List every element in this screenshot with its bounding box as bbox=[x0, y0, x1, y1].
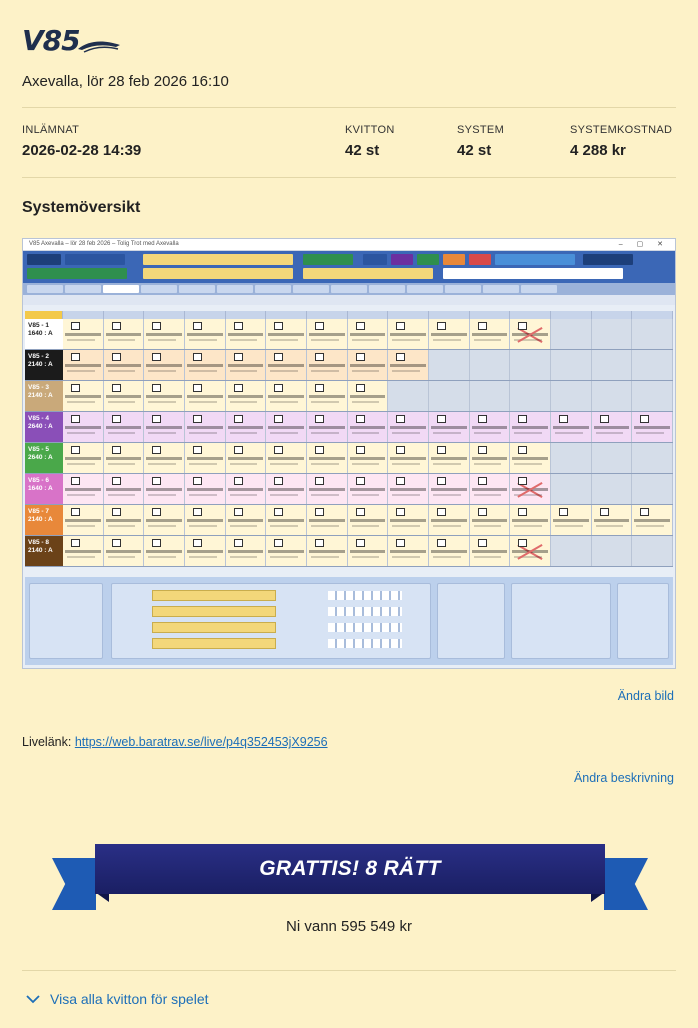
grid-cell bbox=[104, 412, 145, 442]
grid-cell bbox=[266, 381, 307, 411]
grid-cell bbox=[592, 381, 633, 411]
grid-cell bbox=[63, 412, 104, 442]
grid-cell bbox=[144, 443, 185, 473]
grid-cell bbox=[429, 381, 470, 411]
grid-cell bbox=[185, 474, 226, 504]
grid-cell bbox=[470, 412, 511, 442]
grid-cell bbox=[307, 350, 348, 380]
grid-cell bbox=[226, 381, 267, 411]
receipts-value: 42 st bbox=[345, 142, 380, 159]
grid-cell bbox=[551, 381, 592, 411]
grid-cell bbox=[266, 443, 307, 473]
grid-cell bbox=[307, 474, 348, 504]
grid-leg-row bbox=[25, 474, 673, 505]
grid-cell bbox=[348, 536, 389, 566]
grid-cell bbox=[348, 443, 389, 473]
grid-cell bbox=[144, 536, 185, 566]
grid-cell bbox=[226, 443, 267, 473]
leg-label: V85 - 6 1640 : A bbox=[25, 474, 63, 504]
grid-cell bbox=[144, 505, 185, 535]
grid-cell bbox=[551, 505, 592, 535]
screenshot-bottom-panel bbox=[25, 577, 673, 665]
grid-cell bbox=[632, 319, 673, 349]
cost-value: 4 288 kr bbox=[570, 142, 626, 159]
grid-cell bbox=[307, 412, 348, 442]
grid-cell bbox=[104, 350, 145, 380]
grid-cell bbox=[388, 536, 429, 566]
grid-cell bbox=[104, 381, 145, 411]
grid-cell bbox=[592, 536, 633, 566]
grid-leg-row bbox=[25, 319, 673, 350]
grid-cell bbox=[307, 505, 348, 535]
grid-cell bbox=[266, 474, 307, 504]
grid-cell bbox=[185, 536, 226, 566]
leg-label: V85 - 7 2140 : A bbox=[25, 505, 63, 535]
grid-cell bbox=[592, 350, 633, 380]
grid-leg-row bbox=[25, 412, 673, 443]
grid-cell bbox=[592, 505, 633, 535]
screenshot-window-title: V85 Axevalla – lör 28 feb 2026 – Tolig Trot med Axevalla bbox=[29, 241, 179, 247]
grid-cell bbox=[429, 505, 470, 535]
window-controls: – ▢ ✕ bbox=[618, 241, 669, 248]
grid-cell bbox=[144, 474, 185, 504]
grid-cell bbox=[63, 319, 104, 349]
grid-leg-row bbox=[25, 381, 673, 412]
grid-cell bbox=[632, 412, 673, 442]
grid-cell bbox=[551, 412, 592, 442]
grid-cell bbox=[429, 319, 470, 349]
systems-label: SYSTEM bbox=[457, 124, 505, 136]
grid-cell bbox=[63, 443, 104, 473]
grid-cell bbox=[388, 412, 429, 442]
grid-leg-row bbox=[25, 505, 673, 536]
race-title: Axevalla, lör 28 feb 2026 16:10 bbox=[22, 73, 229, 90]
result-banner bbox=[55, 836, 645, 916]
system-grid bbox=[25, 311, 673, 569]
cost-label: SYSTEMKOSTNAD bbox=[570, 124, 673, 136]
live-link-label: Livelänk: bbox=[22, 735, 72, 749]
grid-cell bbox=[348, 412, 389, 442]
grid-cell bbox=[429, 412, 470, 442]
grid-cell bbox=[592, 443, 633, 473]
grid-cell bbox=[510, 474, 551, 504]
live-link-row bbox=[22, 735, 328, 749]
grid-cell bbox=[104, 505, 145, 535]
grid-cell bbox=[551, 443, 592, 473]
screenshot-toolbar bbox=[23, 251, 675, 283]
banner-text: GRATTIS! 8 RÄTT bbox=[259, 857, 441, 880]
grid-cell bbox=[429, 536, 470, 566]
win-amount: Ni vann 595 549 kr bbox=[286, 918, 412, 935]
grid-cell bbox=[470, 474, 511, 504]
v85-logo bbox=[22, 20, 122, 60]
grid-cell bbox=[144, 350, 185, 380]
leg-label: V85 - 1 1640 : A bbox=[25, 319, 63, 349]
screenshot-titlebar bbox=[23, 239, 675, 251]
grid-leg-row bbox=[25, 536, 673, 567]
live-link[interactable]: https://web.baratrav.se/live/p4q352453jX9256 bbox=[74, 735, 328, 749]
grid-cell bbox=[144, 381, 185, 411]
grid-cell bbox=[63, 474, 104, 504]
grid-cell bbox=[470, 350, 511, 380]
submitted-label: INLÄMNAT bbox=[22, 124, 80, 136]
grid-cell bbox=[185, 505, 226, 535]
grid-cell bbox=[470, 505, 511, 535]
horse-icon bbox=[76, 35, 122, 53]
grid-cell bbox=[510, 350, 551, 380]
leg-label: V85 - 4 2640 : A bbox=[25, 412, 63, 442]
grid-cell bbox=[144, 319, 185, 349]
grid-leg-row bbox=[25, 443, 673, 474]
leg-label: V85 - 5 2640 : A bbox=[25, 443, 63, 473]
receipts-label: KVITTON bbox=[345, 124, 395, 136]
grid-cell bbox=[266, 505, 307, 535]
grid-cell bbox=[632, 474, 673, 504]
grid-cell bbox=[144, 412, 185, 442]
grid-cell bbox=[470, 443, 511, 473]
grid-cell bbox=[185, 319, 226, 349]
divider bbox=[22, 177, 676, 178]
grid-cell bbox=[388, 381, 429, 411]
grid-cell bbox=[307, 443, 348, 473]
grid-cell bbox=[592, 319, 633, 349]
grid-cell bbox=[632, 505, 673, 535]
grid-cell bbox=[510, 536, 551, 566]
grid-cell bbox=[470, 381, 511, 411]
grid-cell bbox=[551, 319, 592, 349]
grid-cell bbox=[63, 381, 104, 411]
grid-cell bbox=[551, 350, 592, 380]
leg-label: V85 - 2 2140 : A bbox=[25, 350, 63, 380]
grid-cell bbox=[388, 474, 429, 504]
grid-cell bbox=[104, 443, 145, 473]
grid-cell bbox=[63, 536, 104, 566]
grid-cell bbox=[185, 381, 226, 411]
grid-cell bbox=[185, 412, 226, 442]
leg-label: V85 - 3 2140 : A bbox=[25, 381, 63, 411]
grid-cell bbox=[388, 319, 429, 349]
grid-cell bbox=[266, 536, 307, 566]
grid-cell bbox=[226, 350, 267, 380]
leg-label: V85 - 8 2140 : A bbox=[25, 536, 63, 566]
grid-cell bbox=[104, 319, 145, 349]
grid-cell bbox=[470, 319, 511, 349]
submitted-value: 2026-02-28 14:39 bbox=[22, 142, 142, 159]
grid-cell bbox=[226, 505, 267, 535]
grid-cell bbox=[510, 381, 551, 411]
grid-cell bbox=[63, 505, 104, 535]
grid-cell bbox=[429, 474, 470, 504]
grid-cell bbox=[348, 474, 389, 504]
divider bbox=[22, 107, 676, 108]
overview-title: Systemöversikt bbox=[22, 199, 141, 216]
change-image-link[interactable]: Ändra bild bbox=[617, 689, 674, 703]
grid-cell bbox=[63, 350, 104, 380]
grid-cell bbox=[592, 474, 633, 504]
grid-cell bbox=[510, 505, 551, 535]
grid-cell bbox=[226, 474, 267, 504]
chevron-down-icon bbox=[26, 994, 40, 1004]
logo-text: V85 bbox=[22, 23, 80, 57]
grid-cell bbox=[632, 443, 673, 473]
screenshot-tabs bbox=[23, 283, 675, 295]
change-description-link[interactable]: Ändra beskrivning bbox=[573, 771, 674, 785]
grid-cell bbox=[510, 443, 551, 473]
grid-cell bbox=[388, 443, 429, 473]
grid-cell bbox=[551, 474, 592, 504]
grid-cell bbox=[632, 536, 673, 566]
grid-cell bbox=[388, 505, 429, 535]
grid-cell bbox=[470, 536, 511, 566]
grid-cell bbox=[348, 350, 389, 380]
grid-cell bbox=[551, 536, 592, 566]
grid-cell bbox=[429, 443, 470, 473]
grid-cell bbox=[307, 381, 348, 411]
grid-cell bbox=[632, 381, 673, 411]
grid-cell bbox=[104, 474, 145, 504]
grid-cell bbox=[429, 350, 470, 380]
grid-cell bbox=[226, 536, 267, 566]
grid-cell bbox=[348, 381, 389, 411]
divider bbox=[22, 970, 676, 971]
grid-cell bbox=[266, 412, 307, 442]
grid-cell bbox=[226, 412, 267, 442]
grid-cell bbox=[266, 350, 307, 380]
grid-cell bbox=[592, 412, 633, 442]
grid-cell bbox=[226, 319, 267, 349]
grid-cell bbox=[307, 536, 348, 566]
system-screenshot[interactable] bbox=[22, 238, 676, 669]
grid-cell bbox=[388, 350, 429, 380]
grid-cell bbox=[185, 350, 226, 380]
grid-cell bbox=[307, 319, 348, 349]
grid-cell bbox=[185, 443, 226, 473]
grid-leg-row bbox=[25, 350, 673, 381]
systems-value: 42 st bbox=[457, 142, 492, 159]
grid-cell bbox=[632, 350, 673, 380]
show-all-label: Visa alla kvitton för spelet bbox=[50, 991, 209, 1007]
grid-cell bbox=[266, 319, 307, 349]
grid-cell bbox=[348, 505, 389, 535]
grid-cell bbox=[348, 319, 389, 349]
grid-cell bbox=[510, 412, 551, 442]
show-all-receipts-button[interactable] bbox=[26, 991, 209, 1007]
grid-cell bbox=[510, 319, 551, 349]
grid-cell bbox=[104, 536, 145, 566]
